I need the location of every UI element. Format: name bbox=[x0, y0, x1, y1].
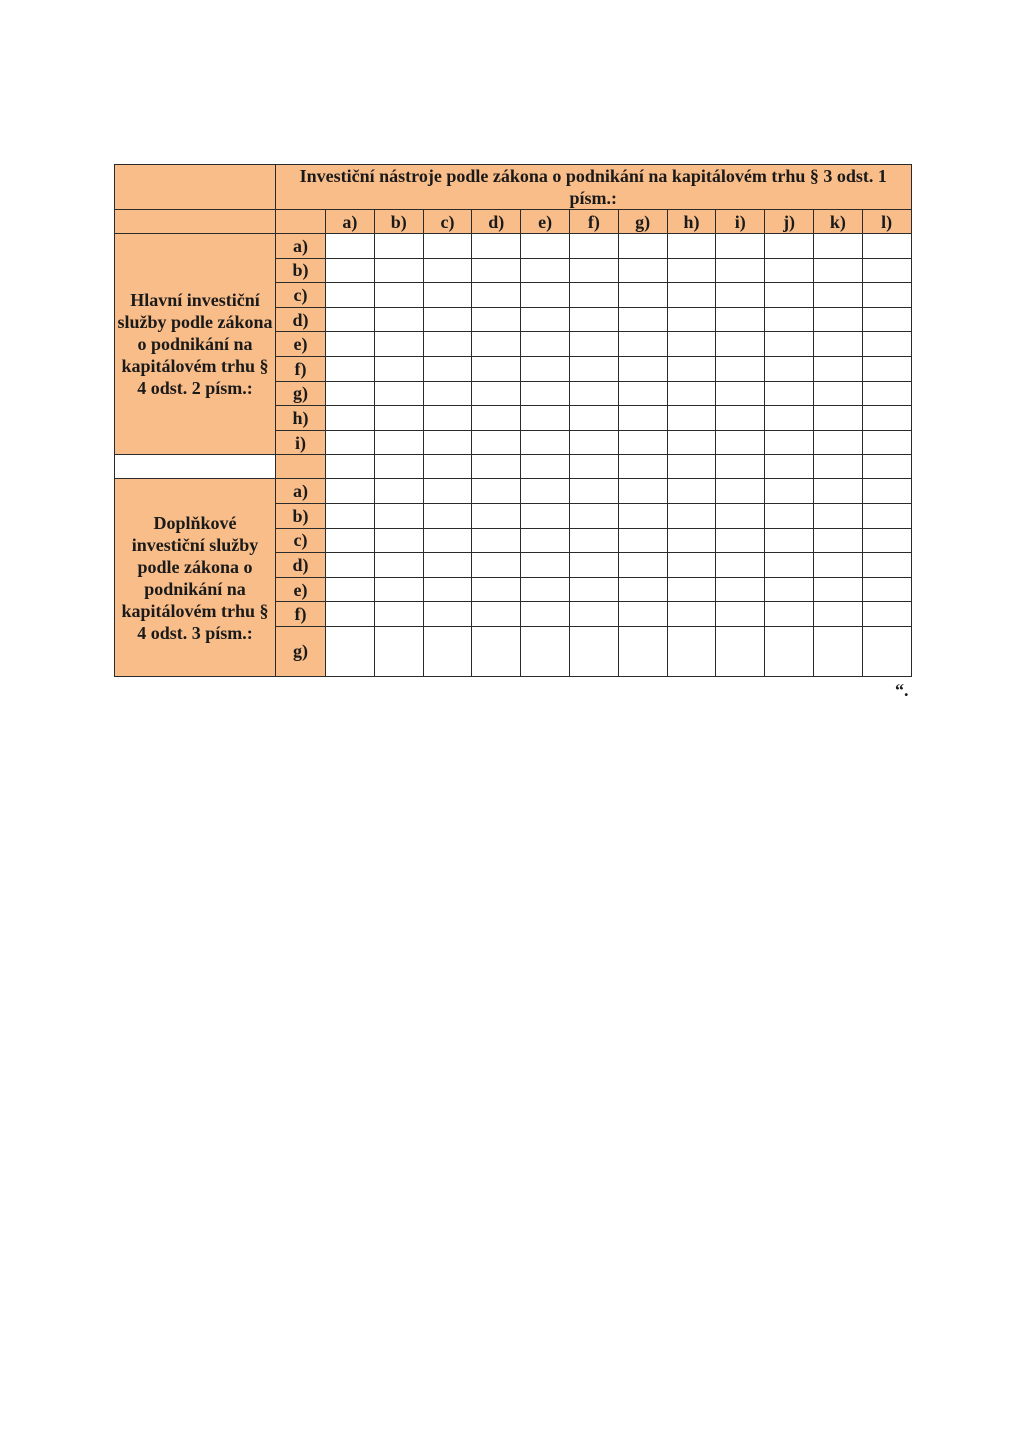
matrix-cell bbox=[716, 503, 765, 528]
matrix-cell bbox=[765, 332, 814, 357]
matrix-cell bbox=[667, 602, 716, 627]
matrix-cell bbox=[716, 332, 765, 357]
main-service-row-label: e) bbox=[276, 332, 326, 357]
matrix-cell bbox=[374, 430, 423, 455]
matrix-cell bbox=[472, 602, 521, 627]
matrix-cell bbox=[618, 503, 667, 528]
matrix-cell bbox=[326, 307, 375, 332]
matrix-cell bbox=[813, 455, 862, 479]
matrix-cell bbox=[374, 602, 423, 627]
matrix-cell bbox=[716, 381, 765, 406]
matrix-cell bbox=[521, 626, 570, 676]
matrix-cell bbox=[374, 332, 423, 357]
matrix-cell bbox=[569, 602, 618, 627]
matrix-cell bbox=[862, 406, 911, 431]
matrix-cell bbox=[423, 577, 472, 602]
matrix-cell bbox=[423, 455, 472, 479]
matrix-cell bbox=[521, 528, 570, 553]
matrix-cell bbox=[667, 553, 716, 578]
matrix-cell bbox=[569, 455, 618, 479]
matrix-cell bbox=[765, 283, 814, 308]
matrix-cell bbox=[374, 455, 423, 479]
matrix-cell bbox=[521, 307, 570, 332]
matrix-cell bbox=[716, 455, 765, 479]
matrix-cell bbox=[521, 430, 570, 455]
matrix-cell bbox=[862, 307, 911, 332]
matrix-cell bbox=[813, 602, 862, 627]
matrix-cell bbox=[667, 479, 716, 504]
column-label: a) bbox=[326, 210, 375, 234]
matrix-cell bbox=[326, 234, 375, 259]
matrix-cell bbox=[326, 528, 375, 553]
matrix-cell bbox=[667, 307, 716, 332]
column-label: i) bbox=[716, 210, 765, 234]
matrix-cell bbox=[716, 356, 765, 381]
matrix-cell bbox=[472, 503, 521, 528]
matrix-cell bbox=[374, 406, 423, 431]
matrix-cell bbox=[716, 553, 765, 578]
matrix-cell bbox=[569, 479, 618, 504]
matrix-cell bbox=[423, 332, 472, 357]
matrix-cell bbox=[667, 528, 716, 553]
matrix-cell bbox=[569, 430, 618, 455]
matrix-cell bbox=[862, 626, 911, 676]
matrix-cell bbox=[472, 577, 521, 602]
matrix-cell bbox=[813, 528, 862, 553]
matrix-cell bbox=[716, 258, 765, 283]
matrix-cell bbox=[813, 479, 862, 504]
instruments-header: Investiční nástroje podle zákona o podnikání na kapitálovém trhu § 3 odst. 1 písm.: bbox=[276, 165, 912, 210]
matrix-cell bbox=[813, 234, 862, 259]
ancillary-service-row-label: b) bbox=[276, 503, 326, 528]
matrix-cell bbox=[813, 356, 862, 381]
matrix-cell bbox=[472, 479, 521, 504]
ancillary-service-row-label: e) bbox=[276, 577, 326, 602]
matrix-cell bbox=[326, 283, 375, 308]
matrix-cell bbox=[862, 430, 911, 455]
matrix-cell bbox=[374, 234, 423, 259]
matrix-cell bbox=[618, 381, 667, 406]
matrix-cell bbox=[326, 455, 375, 479]
matrix-cell bbox=[667, 577, 716, 602]
matrix-cell bbox=[326, 381, 375, 406]
column-label: d) bbox=[472, 210, 521, 234]
matrix-cell bbox=[862, 455, 911, 479]
investment-services-matrix bbox=[114, 164, 912, 677]
matrix-cell bbox=[374, 553, 423, 578]
matrix-cell bbox=[521, 602, 570, 627]
main-service-row-label: g) bbox=[276, 381, 326, 406]
separator-blank bbox=[115, 455, 276, 479]
matrix-cell bbox=[862, 283, 911, 308]
matrix-cell bbox=[374, 503, 423, 528]
matrix-cell bbox=[472, 455, 521, 479]
matrix-cell bbox=[716, 283, 765, 308]
ancillary-service-row-label: g) bbox=[276, 626, 326, 676]
column-label: j) bbox=[765, 210, 814, 234]
matrix-cell bbox=[472, 430, 521, 455]
matrix-cell bbox=[521, 258, 570, 283]
matrix-cell bbox=[813, 503, 862, 528]
matrix-cell bbox=[667, 381, 716, 406]
main-services-label: Hlavní investiční služby podle zákona o podnikání na kapitálovém trhu § 4 odst. 2 písm.: bbox=[115, 234, 276, 455]
matrix-cell bbox=[472, 234, 521, 259]
matrix-cell bbox=[765, 577, 814, 602]
matrix-cell bbox=[862, 258, 911, 283]
matrix-cell bbox=[423, 258, 472, 283]
matrix-cell bbox=[569, 503, 618, 528]
matrix-cell bbox=[716, 479, 765, 504]
matrix-cell bbox=[472, 528, 521, 553]
matrix-cell bbox=[765, 234, 814, 259]
matrix-cell bbox=[423, 406, 472, 431]
main-service-row-label: c) bbox=[276, 283, 326, 308]
matrix-cell bbox=[423, 381, 472, 406]
matrix-cell bbox=[765, 528, 814, 553]
matrix-cell bbox=[765, 479, 814, 504]
matrix-cell bbox=[423, 553, 472, 578]
row-label-column-blank bbox=[276, 210, 326, 234]
matrix-cell bbox=[862, 332, 911, 357]
separator-row-label-blank bbox=[276, 455, 326, 479]
matrix-cell bbox=[667, 430, 716, 455]
matrix-cell bbox=[374, 307, 423, 332]
corner-cell bbox=[115, 165, 276, 210]
matrix-cell bbox=[569, 234, 618, 259]
matrix-cell bbox=[667, 503, 716, 528]
matrix-cell bbox=[569, 332, 618, 357]
matrix-cell bbox=[862, 356, 911, 381]
matrix-cell bbox=[765, 626, 814, 676]
matrix-cell bbox=[374, 577, 423, 602]
matrix-cell bbox=[423, 503, 472, 528]
matrix-cell bbox=[618, 356, 667, 381]
matrix-cell bbox=[813, 553, 862, 578]
matrix-cell bbox=[569, 577, 618, 602]
matrix-cell bbox=[521, 381, 570, 406]
matrix-cell bbox=[862, 577, 911, 602]
matrix-cell bbox=[618, 234, 667, 259]
matrix-cell bbox=[472, 356, 521, 381]
matrix-cell bbox=[813, 430, 862, 455]
matrix-cell bbox=[667, 626, 716, 676]
matrix-cell bbox=[326, 406, 375, 431]
matrix-cell bbox=[569, 381, 618, 406]
matrix-cell bbox=[326, 602, 375, 627]
matrix-cell bbox=[569, 553, 618, 578]
matrix-cell bbox=[472, 553, 521, 578]
matrix-cell bbox=[326, 626, 375, 676]
main-service-row-label: a) bbox=[276, 234, 326, 259]
matrix-cell bbox=[765, 430, 814, 455]
matrix-cell bbox=[472, 406, 521, 431]
matrix-cell bbox=[472, 626, 521, 676]
matrix-cell bbox=[716, 602, 765, 627]
matrix-cell bbox=[374, 626, 423, 676]
matrix-cell bbox=[716, 307, 765, 332]
matrix-cell bbox=[716, 528, 765, 553]
matrix-cell bbox=[765, 602, 814, 627]
matrix-cell bbox=[521, 234, 570, 259]
column-label: l) bbox=[862, 210, 911, 234]
matrix-cell bbox=[813, 406, 862, 431]
matrix-cell bbox=[326, 356, 375, 381]
matrix-cell bbox=[618, 455, 667, 479]
matrix-cell bbox=[374, 356, 423, 381]
matrix-cell bbox=[326, 503, 375, 528]
matrix-cell bbox=[423, 307, 472, 332]
separator-row bbox=[115, 455, 912, 479]
matrix-cell bbox=[667, 356, 716, 381]
matrix-cell bbox=[667, 406, 716, 431]
main-service-row-label: i) bbox=[276, 430, 326, 455]
matrix-cell bbox=[667, 332, 716, 357]
matrix-cell bbox=[423, 626, 472, 676]
matrix-cell bbox=[813, 332, 862, 357]
matrix-cell bbox=[521, 283, 570, 308]
matrix-cell bbox=[618, 258, 667, 283]
column-label: k) bbox=[813, 210, 862, 234]
matrix-cell bbox=[569, 283, 618, 308]
matrix-cell bbox=[862, 503, 911, 528]
ancillary-service-row-label: c) bbox=[276, 528, 326, 553]
matrix-cell bbox=[618, 626, 667, 676]
matrix-cell bbox=[569, 528, 618, 553]
matrix-cell bbox=[521, 479, 570, 504]
matrix-cell bbox=[716, 577, 765, 602]
matrix-cell bbox=[813, 577, 862, 602]
matrix-cell bbox=[765, 258, 814, 283]
matrix-cell bbox=[569, 406, 618, 431]
matrix-cell bbox=[521, 455, 570, 479]
matrix-cell bbox=[423, 430, 472, 455]
matrix-cell bbox=[472, 332, 521, 357]
matrix-cell bbox=[765, 503, 814, 528]
ancillary-service-row-label: d) bbox=[276, 553, 326, 578]
matrix-cell bbox=[618, 577, 667, 602]
matrix-cell bbox=[326, 332, 375, 357]
column-label: b) bbox=[374, 210, 423, 234]
matrix-cell bbox=[716, 406, 765, 431]
matrix-cell bbox=[618, 283, 667, 308]
ancillary-service-row-label: f) bbox=[276, 602, 326, 627]
matrix-cell bbox=[521, 577, 570, 602]
matrix-cell bbox=[326, 577, 375, 602]
matrix-cell bbox=[716, 234, 765, 259]
matrix-cell bbox=[618, 528, 667, 553]
matrix-cell bbox=[765, 455, 814, 479]
matrix-cell bbox=[374, 479, 423, 504]
matrix-cell bbox=[374, 381, 423, 406]
matrix-cell bbox=[472, 258, 521, 283]
matrix-cell bbox=[374, 283, 423, 308]
column-label: h) bbox=[667, 210, 716, 234]
matrix-cell bbox=[862, 553, 911, 578]
column-label: e) bbox=[521, 210, 570, 234]
matrix-cell bbox=[862, 479, 911, 504]
matrix-cell bbox=[765, 406, 814, 431]
matrix-cell bbox=[472, 307, 521, 332]
matrix-cell bbox=[423, 479, 472, 504]
matrix-cell bbox=[813, 626, 862, 676]
matrix-cell bbox=[716, 430, 765, 455]
matrix-cell bbox=[862, 602, 911, 627]
matrix-cell bbox=[716, 626, 765, 676]
matrix-cell bbox=[423, 356, 472, 381]
matrix-cell bbox=[423, 283, 472, 308]
column-label: c) bbox=[423, 210, 472, 234]
matrix-cell bbox=[765, 553, 814, 578]
matrix-cell bbox=[569, 307, 618, 332]
matrix-cell bbox=[862, 234, 911, 259]
matrix-cell bbox=[618, 479, 667, 504]
matrix-cell bbox=[618, 307, 667, 332]
matrix-cell bbox=[521, 553, 570, 578]
main-service-row-label: b) bbox=[276, 258, 326, 283]
matrix-cell bbox=[862, 381, 911, 406]
matrix-cell bbox=[423, 528, 472, 553]
closing-quote: “. bbox=[895, 680, 909, 700]
matrix-cell bbox=[618, 553, 667, 578]
matrix-cell bbox=[472, 381, 521, 406]
matrix-cell bbox=[326, 258, 375, 283]
matrix-cell bbox=[618, 430, 667, 455]
matrix-cell bbox=[326, 430, 375, 455]
matrix-cell bbox=[326, 553, 375, 578]
matrix-cell bbox=[667, 258, 716, 283]
matrix-cell bbox=[813, 381, 862, 406]
matrix-cell bbox=[765, 307, 814, 332]
matrix-cell bbox=[813, 307, 862, 332]
matrix-cell bbox=[667, 234, 716, 259]
matrix-cell bbox=[765, 381, 814, 406]
matrix-cell bbox=[667, 455, 716, 479]
matrix-cell bbox=[862, 528, 911, 553]
ancillary-service-row bbox=[115, 479, 912, 504]
main-service-row-label: h) bbox=[276, 406, 326, 431]
matrix-cell bbox=[813, 258, 862, 283]
matrix-cell bbox=[521, 503, 570, 528]
matrix-cell bbox=[569, 626, 618, 676]
matrix-cell bbox=[618, 602, 667, 627]
matrix-cell bbox=[765, 356, 814, 381]
main-service-row bbox=[115, 234, 912, 259]
main-service-row-label: d) bbox=[276, 307, 326, 332]
matrix-cell bbox=[374, 258, 423, 283]
matrix-cell bbox=[521, 406, 570, 431]
matrix-cell bbox=[521, 332, 570, 357]
matrix-cell bbox=[813, 283, 862, 308]
matrix-cell bbox=[472, 283, 521, 308]
matrix-cell bbox=[374, 528, 423, 553]
main-service-row-label: f) bbox=[276, 356, 326, 381]
ancillary-services-label: Doplňkové investiční služby podle zákona o podnikání na kapitálovém trhu § 4 odst. 3 písm.: bbox=[115, 479, 276, 677]
matrix-cell bbox=[423, 234, 472, 259]
matrix-cell bbox=[423, 602, 472, 627]
ancillary-service-row-label: a) bbox=[276, 479, 326, 504]
matrix-cell bbox=[521, 356, 570, 381]
matrix-cell bbox=[618, 332, 667, 357]
label-column-blank bbox=[115, 210, 276, 234]
matrix-cell bbox=[326, 479, 375, 504]
column-label-row bbox=[115, 210, 912, 234]
column-label: g) bbox=[618, 210, 667, 234]
matrix-cell bbox=[667, 283, 716, 308]
column-label: f) bbox=[569, 210, 618, 234]
matrix-cell bbox=[569, 258, 618, 283]
matrix-cell bbox=[618, 406, 667, 431]
matrix-cell bbox=[569, 356, 618, 381]
